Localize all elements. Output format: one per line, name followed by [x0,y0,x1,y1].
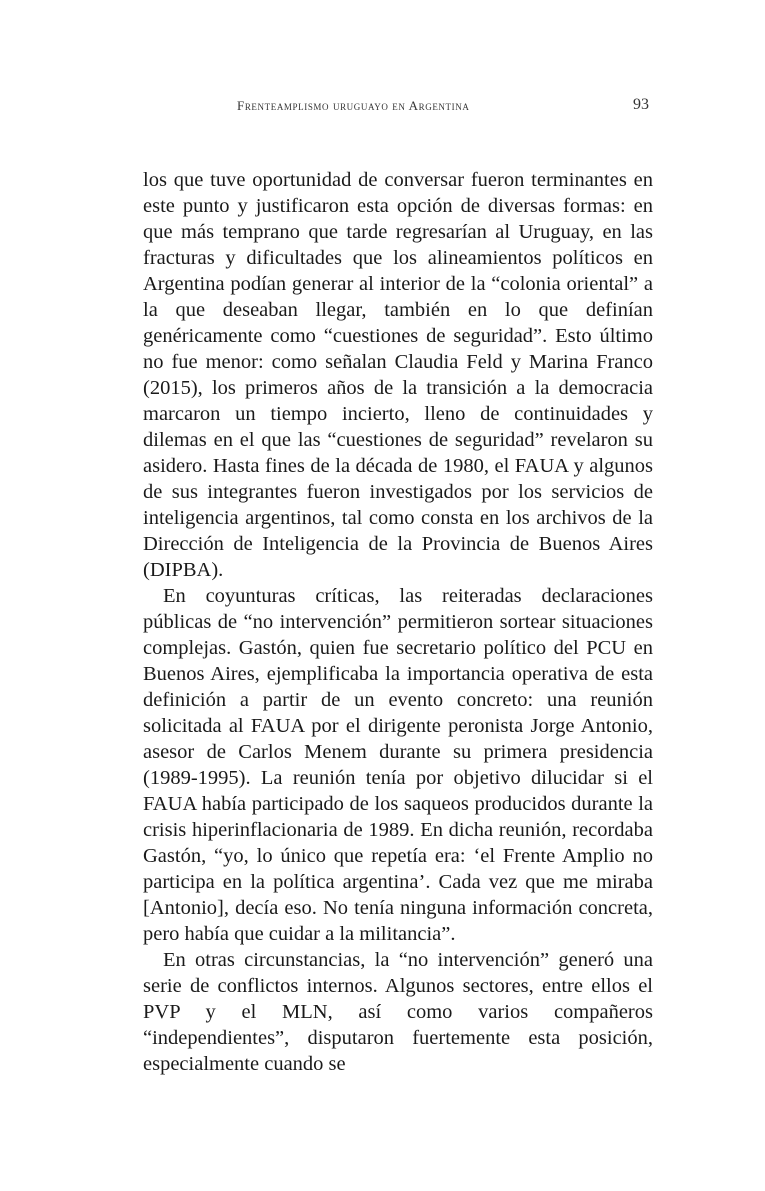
body-text [143,167,653,1077]
paragraph-2: En coyunturas críticas, las reiteradas declaraciones públicas de “no intervención” permitieron sortear situaciones complejas. Gastón, quien fue secretario político del PCU en Buenos Aires, ejemplificaba la importancia operativa de esta definición a partir de un evento concreto: una reunión solicitada al FAUA por el dirigente peronista Jorge Antonio, asesor de Carlos Menem durante su primera presidencia (1989-1995). La reunión tenía por objetivo dilucidar si el FAUA había participado de los saqueos producidos durante la crisis hiperinflacionaria de 1989. En dicha reunión, recordaba Gastón, “yo, lo único que repetía era: ‘el Frente Amplio no participa en la política argentina’. Cada vez que me miraba [Antonio], decía eso. No tenía ninguna información concreta, pero había que cuidar a la militancia”. [143,585,653,945]
page-number: 93 [633,96,649,113]
paragraph-3: En otras circunstancias, la “no intervención” generó una serie de conflictos internos. Algunos sectores, entre ellos el PVP y el MLN, así como varios compañeros “independientes”, disputaron fuertemente esta posición, especialmente cuando se [143,949,653,1075]
running-head: Frenteamplismo uruguayo en Argentina [237,98,470,113]
paragraph-1: los que tuve oportunidad de conversar fueron terminantes en este punto y justificaron esta opción de diversas formas: en que más temprano que tarde regresarían al Uruguay, en las fracturas y dificultades que los alineamientos políticos en Argentina podían generar al interior de la “colonia oriental” a la que deseaban llegar, también en lo que definían genéricamente como “cuestiones de seguridad”. Esto último no fue menor: como señalan Claudia Feld y Marina Franco (2015), los primeros años de la transición a la democracia marcaron un tiempo incierto, lleno de continuidades y dilemas en el que las “cuestiones de seguridad” revelaron su asidero. Hasta fines de la década de 1980, el FAUA y algunos de sus integrantes fueron investigados por los servicios de inteligencia argentinos, tal como consta en los archivos de la Dirección de Inteligencia de la Provincia de Buenos Aires (DIPBA). [143,169,653,581]
